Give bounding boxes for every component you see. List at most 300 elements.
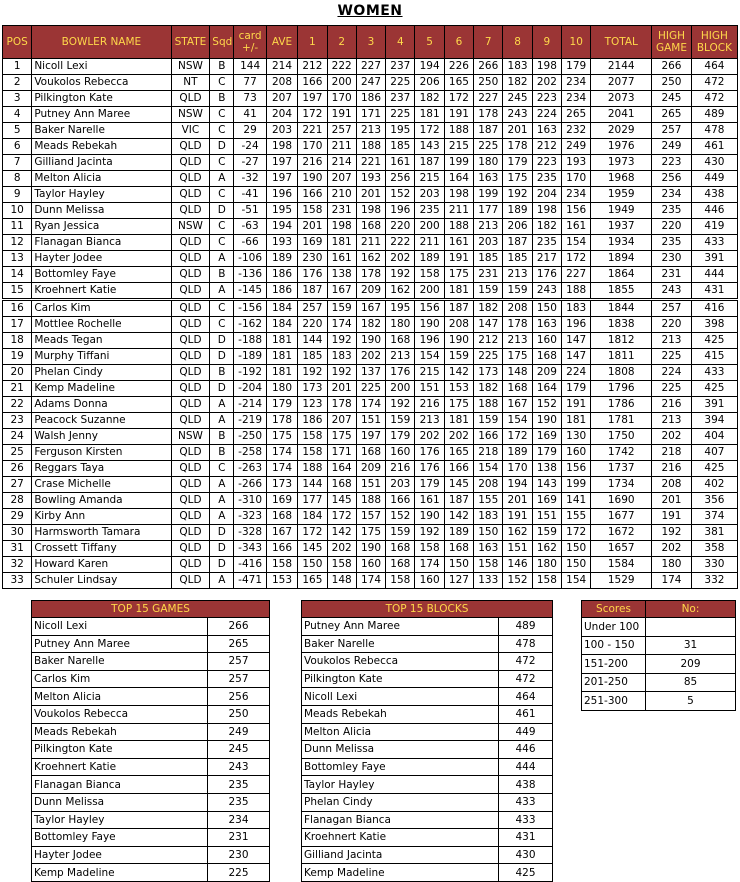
table-row-cell: 155 [562,509,591,525]
list-item [32,741,270,759]
col-g7: 7 [474,26,503,59]
list-item [32,705,270,723]
table-row-cell: B [210,267,234,283]
table-row-cell: 1973 [591,155,652,171]
list-item [32,811,270,829]
table-row [3,139,738,155]
table-row-cell: 172 [562,251,591,267]
table-row-cell: 1672 [591,525,652,541]
table-row-cell: 175 [327,429,356,445]
table-row-cell: 216 [298,155,327,171]
table-row-cell: 180 [652,557,692,573]
table-row-cell: 158 [415,267,444,283]
list-item [302,864,553,882]
top-blocks-table [301,600,553,882]
table-row-cell: 227 [562,267,591,283]
list-item-cell: Pilkington Kate [302,670,499,688]
table-row-cell: A [210,493,234,509]
table-row-cell: D [210,203,234,219]
table-row-cell: 225 [474,139,503,155]
table-row-cell: -266 [234,477,266,493]
table-row-cell: 181 [415,107,444,123]
table-row-cell: 154 [474,461,503,477]
table-row-cell: 187 [444,493,473,509]
list-item-cell: 257 [208,670,270,688]
table-row [3,283,738,300]
table-row-cell: QLD [171,509,210,525]
table-row-cell: 181 [444,283,473,300]
list-item-cell: 231 [208,829,270,847]
table-row-cell: 195 [386,300,415,317]
table-row-cell: 172 [444,91,473,107]
table-row-cell: QLD [171,187,210,203]
table-row-cell: 237 [386,91,415,107]
table-row-cell: 147 [562,333,591,349]
table-row-cell: 158 [266,557,297,573]
table-row-cell: 188 [474,397,503,413]
table-row-cell: -192 [234,365,266,381]
table-row [3,541,738,557]
table-row-cell: 199 [444,155,473,171]
table-row-cell: 398 [691,317,737,333]
table-row-cell: 188 [356,139,385,155]
table-row-cell: 161 [386,155,415,171]
table-row [3,509,738,525]
table-row-cell: QLD [171,317,210,333]
table-row-cell: 172 [562,525,591,541]
table-row-cell: QLD [171,477,210,493]
table-row-cell: Nicoll Lexi [32,59,171,75]
table-row-cell: 416 [691,300,737,317]
table-row-cell: 404 [691,429,737,445]
table-row-cell: 1838 [591,317,652,333]
table-row-cell: NT [171,75,210,91]
col-g2: 2 [327,26,356,59]
table-row [3,445,738,461]
table-row-cell: 249 [652,139,692,155]
table-row-cell: 245 [503,91,532,107]
table-row-cell: 220 [298,317,327,333]
table-row-cell: 250 [474,75,503,91]
table-row-cell: D [210,557,234,573]
table-row [3,317,738,333]
table-row-cell: 168 [356,445,385,461]
table-row-cell: Crossett Tiffany [32,541,171,557]
list-item [32,829,270,847]
table-row-cell: 158 [327,557,356,573]
table-row-cell: 173 [474,365,503,381]
table-row-cell: A [210,171,234,187]
table-row-cell: 472 [691,75,737,91]
table-row-cell: 243 [532,283,561,300]
table-row-cell: 202 [327,541,356,557]
table-row-cell: D [210,349,234,365]
table-row-cell: 182 [474,381,503,397]
table-row-cell: 200 [386,381,415,397]
table-row-cell: 137 [356,365,385,381]
table-row-cell: 247 [356,75,385,91]
table-row-cell: -66 [234,235,266,251]
table-row-cell: 204 [532,187,561,203]
col-total: TOTAL [591,26,652,59]
table-row-cell: 170 [562,171,591,187]
table-row-cell: 201 [327,381,356,397]
table-row-cell: 209 [356,283,385,300]
table-row-cell: 145 [327,493,356,509]
table-row-cell: 214 [327,155,356,171]
table-row-cell: QLD [171,203,210,219]
table-row-cell: 147 [474,317,503,333]
list-item-cell: 100 - 150 [582,636,646,655]
table-row-cell: B [210,445,234,461]
table-row-cell: 220 [652,317,692,333]
table-row-cell: 8 [3,171,32,187]
table-row-cell: Walsh Jenny [32,429,171,445]
table-row-cell: 190 [532,413,561,429]
table-row-cell: 27 [3,477,32,493]
table-row-cell: 142 [444,365,473,381]
table-row-cell: -214 [234,397,266,413]
table-row-cell: 178 [327,397,356,413]
table-row-cell: 179 [532,445,561,461]
table-row [3,557,738,573]
table-row-cell: 196 [266,187,297,203]
table-row-cell: 202 [444,429,473,445]
table-row-cell: 185 [298,349,327,365]
table-row-cell: 257 [652,300,692,317]
table-row-cell: 194 [415,59,444,75]
table-row-cell: 169 [266,493,297,509]
table-row-cell: 227 [356,59,385,75]
table-row-cell: 158 [298,203,327,219]
table-row-cell: 215 [415,171,444,187]
table-row-cell: 190 [298,171,327,187]
table-row-cell: QLD [171,235,210,251]
table-row-cell: 1811 [591,349,652,365]
table-row-cell: C [210,155,234,171]
table-row-cell: 192 [415,525,444,541]
table-row-cell: 208 [474,477,503,493]
table-row-cell: 33 [3,573,32,589]
table-row-cell: Kirby Ann [32,509,171,525]
table-row-cell: 138 [532,461,561,477]
table-row-cell: -51 [234,203,266,219]
table-row-cell: 192 [327,365,356,381]
list-item-cell: Dunn Melissa [302,741,499,759]
table-row-cell: D [210,525,234,541]
table-row-cell: 160 [562,445,591,461]
table-row-cell: 163 [474,171,503,187]
table-row-cell: 188 [298,461,327,477]
table-row-cell: 249 [562,139,591,155]
table-row-cell: 381 [691,525,737,541]
table-row-cell: 130 [562,429,591,445]
table-row-cell: 14 [3,267,32,283]
table-row-cell: 177 [474,203,503,219]
table-row-cell: 217 [532,251,561,267]
table-row-cell: Taylor Hayley [32,187,171,203]
table-row-cell: 182 [474,300,503,317]
table-row-cell: 157 [356,509,385,525]
list-item-cell: 478 [499,635,553,653]
table-row-cell: 32 [3,557,32,573]
table-row [3,59,738,75]
table-row-cell: 20 [3,365,32,381]
list-item-cell: 464 [499,688,553,706]
list-item-cell: Kroehnert Katie [32,758,208,776]
table-row-cell: 174 [266,461,297,477]
col-ave: AVE [266,26,297,59]
table-row-cell: 213 [503,267,532,283]
list-item-cell: Taylor Hayley [302,776,499,794]
table-row-cell: -145 [234,283,266,300]
table-row-cell: 211 [415,235,444,251]
table-row-cell: -471 [234,573,266,589]
list-item-cell: 472 [499,653,553,671]
list-item-cell: 251-300 [582,692,646,711]
table-row-cell: 144 [234,59,266,75]
list-item-cell: Bottomley Faye [302,758,499,776]
table-row-cell: VIC [171,123,210,139]
table-row-cell: 175 [503,171,532,187]
table-row-cell: 3 [3,91,32,107]
table-row-cell: 402 [691,477,737,493]
table-row-cell: 356 [691,493,737,509]
table-row-cell: 235 [652,235,692,251]
table-row-cell: 1677 [591,509,652,525]
list-item-cell [646,618,736,637]
list-item [302,635,553,653]
table-row-cell: 1937 [591,219,652,235]
table-row-cell: 185 [474,251,503,267]
table-row-cell: 188 [562,283,591,300]
table-row-cell: -27 [234,155,266,171]
table-row-cell: 193 [266,235,297,251]
table-row-cell: 212 [532,139,561,155]
table-row-cell: 225 [652,349,692,365]
table-row-cell: 182 [503,75,532,91]
table-row-cell: 171 [356,107,385,123]
table-row-cell: 9 [3,187,32,203]
table-row-cell: 176 [386,365,415,381]
table-row-cell: 179 [562,381,591,397]
table-row-cell: 165 [444,445,473,461]
table-row-cell: -310 [234,493,266,509]
list-item [302,688,553,706]
table-row-cell: 159 [474,283,503,300]
list-item-cell: 5 [646,692,736,711]
table-row-cell: 143 [415,139,444,155]
table-row-cell: 425 [691,333,737,349]
list-item-cell: Voukolos Rebecca [302,653,499,671]
table-row-cell: Mottlee Rochelle [32,317,171,333]
list-item-cell: 234 [208,811,270,829]
table-row-cell: 1968 [591,171,652,187]
list-item-cell: 245 [208,741,270,759]
table-row-cell: NSW [171,107,210,123]
table-row-cell: 213 [652,333,692,349]
table-row-cell: 145 [298,541,327,557]
table-row-cell: 207 [266,91,297,107]
table-row-cell: 176 [532,267,561,283]
table-row-cell: 159 [503,283,532,300]
table-row-cell: 190 [415,509,444,525]
table-row-cell: 225 [474,349,503,365]
table-row-cell: 186 [356,91,385,107]
list-item [302,793,553,811]
table-row-cell: C [210,300,234,317]
table-row-cell: 158 [474,557,503,573]
table-row-cell: 180 [266,381,297,397]
list-item-cell: 256 [208,688,270,706]
table-row-cell: 123 [298,397,327,413]
table-row-cell: 175 [266,429,297,445]
table-row-cell: 256 [652,171,692,187]
col-g3: 3 [356,26,385,59]
table-row-cell: 235 [532,171,561,187]
table-row-cell: QLD [171,139,210,155]
list-item-cell: 201-250 [582,673,646,692]
table-row-cell: 220 [652,219,692,235]
table-row-cell: Dunn Melissa [32,203,171,219]
table-row-cell: 171 [327,445,356,461]
table-row-cell: 1959 [591,187,652,203]
table-row-cell: 162 [503,525,532,541]
list-item-cell: 235 [208,793,270,811]
table-row-cell: 158 [532,573,561,589]
table-row-cell: -156 [234,300,266,317]
table-row-cell: Harmsworth Tamara [32,525,171,541]
table-row-cell: 1894 [591,251,652,267]
list-item [32,670,270,688]
table-row-cell: 4 [3,107,32,123]
table-row-cell: 464 [691,59,737,75]
table-row-cell: 197 [298,91,327,107]
table-row-cell: 41 [234,107,266,123]
table-row-cell: -323 [234,509,266,525]
table-row-cell: 191 [327,107,356,123]
table-row-cell: 189 [266,251,297,267]
table-row-cell: 1976 [591,139,652,155]
table-row-cell: 174 [356,397,385,413]
table-row-cell: 1657 [591,541,652,557]
table-row-cell: 212 [298,59,327,75]
table-row-cell: 245 [652,91,692,107]
table-row-cell: 213 [415,413,444,429]
table-row-cell: Ferguson Kirsten [32,445,171,461]
table-row-cell: -106 [234,251,266,267]
table-row-cell: Kemp Madeline [32,381,171,397]
table-row-cell: 226 [444,59,473,75]
table-row-cell: 218 [474,445,503,461]
list-item [582,673,736,692]
table-row-cell: 478 [691,123,737,139]
list-item-cell: 209 [646,655,736,674]
table-row-cell: 225 [652,381,692,397]
table-row-cell: 187 [503,235,532,251]
table-row-cell: 181 [266,333,297,349]
table-row-cell: -24 [234,139,266,155]
table-row-cell: 203 [474,235,503,251]
table-row-cell: 152 [386,187,415,203]
table-row-cell: 180 [474,155,503,171]
table-row-cell: 202 [652,541,692,557]
table-row-cell: Melton Alicia [32,171,171,187]
table-row-cell: NSW [171,59,210,75]
table-row-cell: 160 [532,333,561,349]
top-blocks-title: TOP 15 BLOCKS [302,601,553,618]
table-row-cell: 1855 [591,283,652,300]
table-row-cell: -343 [234,541,266,557]
table-row [3,267,738,283]
table-row-cell: 415 [691,349,737,365]
list-item [302,670,553,688]
table-row-cell: 221 [356,155,385,171]
table-row-cell: 225 [386,75,415,91]
table-row [3,75,738,91]
list-item [302,758,553,776]
table-row-cell: B [210,429,234,445]
table-row-cell: 170 [298,139,327,155]
list-item-cell: 243 [208,758,270,776]
table-row-cell: 1844 [591,300,652,317]
table-row-cell: 1812 [591,333,652,349]
table-row-cell: 25 [3,445,32,461]
table-row-cell: 151 [503,541,532,557]
table-row-cell: 158 [415,541,444,557]
table-row-cell: QLD [171,267,210,283]
table-row-cell: QLD [171,397,210,413]
table-row-cell: QLD [171,381,210,397]
table-row-cell: 225 [386,107,415,123]
table-row-cell: 216 [415,397,444,413]
table-row-cell: 167 [356,300,385,317]
table-row-cell: 265 [652,107,692,123]
table-row-cell: 173 [298,381,327,397]
col-g9: 9 [532,26,561,59]
col-g1: 1 [298,26,327,59]
table-row-cell: 156 [562,461,591,477]
table-row [3,333,738,349]
table-row-cell: 11 [3,219,32,235]
list-item-cell: 257 [208,653,270,671]
table-row-cell: 187 [298,283,327,300]
table-row-cell: 198 [532,59,561,75]
table-row-cell: QLD [171,461,210,477]
table-row-cell: B [210,91,234,107]
table-row-cell: 211 [444,203,473,219]
table-row-cell: 168 [266,509,297,525]
list-item [302,618,553,636]
table-row-cell: 187 [474,123,503,139]
table-row-cell: 19 [3,349,32,365]
list-item-cell: Meads Rebekah [32,723,208,741]
table-row-cell: C [210,317,234,333]
table-row [3,300,738,317]
table-row-cell: 208 [652,477,692,493]
table-row-cell: 197 [266,155,297,171]
table-row-cell: 208 [503,300,532,317]
table-row-cell: Peacock Suzanne [32,413,171,429]
table-row-cell: 1934 [591,235,652,251]
table-row-cell: 1949 [591,203,652,219]
table-row-cell: QLD [171,445,210,461]
table-row [3,187,738,203]
table-row-cell: 231 [652,267,692,283]
table-row-cell: 1786 [591,397,652,413]
table-row-cell: 419 [691,219,737,235]
table-row [3,251,738,267]
